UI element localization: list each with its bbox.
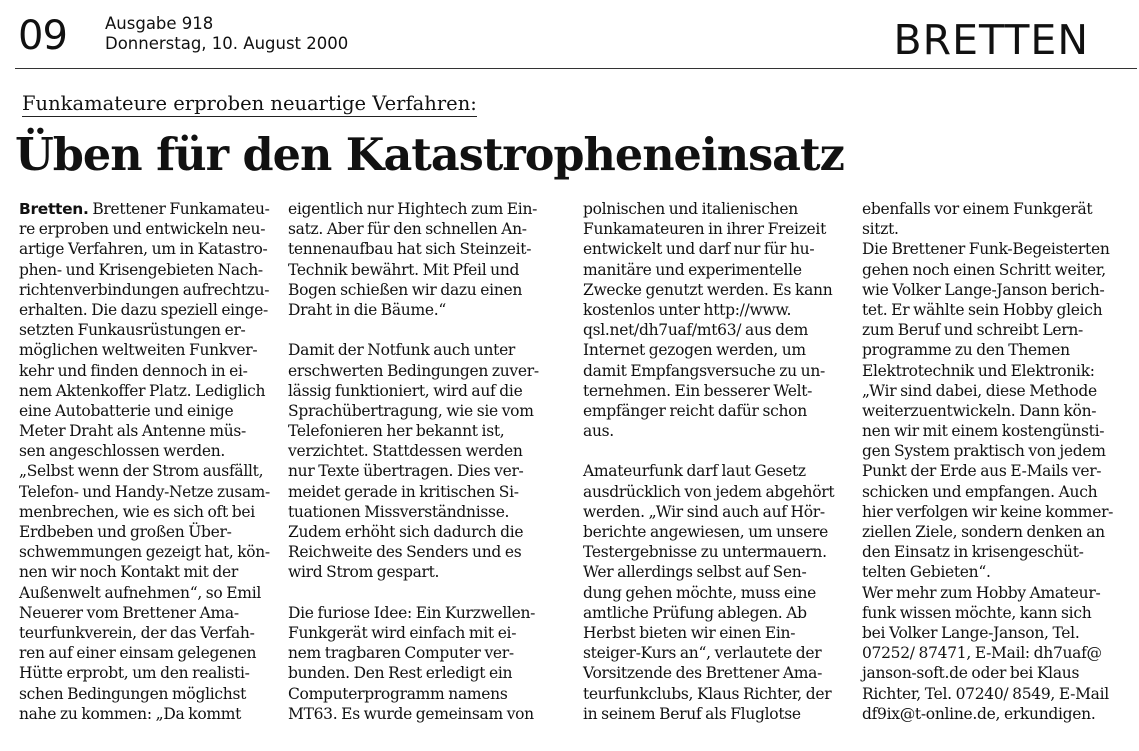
text-line: Bretten. Brettener Funkamateu- (19, 200, 270, 218)
text-line: „Selbst wenn der Strom ausfällt, (19, 462, 264, 481)
text-line: erhalten. Die dazu speziell einge- (19, 300, 268, 319)
text-line: menbrechen, wie es sich oft bei (19, 502, 255, 521)
text-line: den Einsatz in krisengeschüt- (862, 543, 1084, 562)
text-line: sen angeschlossen werden. (19, 442, 226, 461)
text-line: re erproben und entwickeln neu- (19, 220, 266, 239)
text-line: tuationen Missverständnisse. (288, 502, 510, 521)
article-column-1 (19, 199, 270, 724)
text-line: tennenaufbau hat sich Steinzeit- (288, 240, 532, 259)
text-line: aus. (583, 422, 614, 441)
text-line: Erdbeben und großen Über- (19, 523, 232, 541)
text-line: schen Bedingungen möglichst (19, 684, 247, 703)
text-line: ausdrücklich von jedem abgehört (583, 482, 835, 501)
text-line: verzichtet. Stattdessen werden (288, 442, 523, 461)
text-line: gen System praktisch von jedem (862, 442, 1106, 461)
text-line: Damit der Notfunk auch unter (288, 341, 516, 360)
text-line: lässig funktioniert, wird auf die (288, 381, 523, 400)
text-line: tet. Er wählte sein Hobby gleich (862, 300, 1103, 319)
article-column-4 (862, 199, 1132, 724)
text-line: nur Texte übertragen. Dies ver- (288, 462, 524, 481)
text-line: programme zu den Themen (862, 341, 1070, 360)
text-line: 07252/ 87471, E-Mail: dh7uaf@ (862, 644, 1102, 663)
text-line: Funkgerät wird einfach mit ei- (288, 623, 517, 642)
text-line: kostenlos unter http://www. (583, 300, 792, 319)
text-line: Neuerer vom Brettener Ama- (19, 603, 239, 622)
text-line: Zwecke genutzt werden. Es kann (583, 280, 833, 299)
text-line: qsl.net/dh7uaf/mt63/ aus dem (583, 321, 809, 340)
text-line: phen- und Krisengebieten Nach- (19, 260, 263, 279)
text-line: teurfunkverein, der das Verfah- (19, 623, 255, 642)
text-line: Telefonieren her bekannt ist, (288, 422, 505, 441)
text-line: sitzt. (862, 220, 899, 239)
text-line: Die Brettener Funk-Begeisterten (862, 240, 1110, 259)
text-line: Sprachübertragung, wie sie vom (288, 401, 534, 420)
text-line: damit Empfangsversuche zu un- (583, 361, 825, 380)
text-line: ziellen Ziele, sondern denken an (862, 523, 1105, 541)
text-line: Zudem erhöht sich dadurch die (288, 523, 524, 541)
text-line: kehr und finden dennoch in ei- (19, 361, 248, 380)
text-line: Amateurfunk darf laut Gesetz (583, 462, 806, 481)
text-line: wird Strom gespart. (288, 563, 440, 582)
issue-date: Donnerstag, 10. August 2000 (105, 34, 349, 53)
article-column-3 (583, 199, 843, 724)
text-line: Draht in die Bäume.“ (288, 300, 446, 319)
text-line: MT63. Es wurde gemeinsam von (288, 704, 534, 723)
text-line: Die furiose Idee: Ein Kurzwellen- (288, 603, 536, 622)
text-line: Technik bewährt. Mit Pfeil und (288, 260, 520, 279)
text-line: berichte angewiesen, um unsere (583, 523, 829, 541)
issue-number: Ausgabe 918 (105, 14, 214, 33)
page-number: 09 (18, 13, 67, 59)
text-line: ternehmen. Ein besserer Welt- (583, 381, 813, 400)
text-line: Vorsitzende des Brettener Ama- (583, 664, 823, 683)
text-line: telten Gebieten“. (862, 563, 991, 582)
text-line: schicken und empfangen. Auch (862, 482, 1098, 501)
text-line: Meter Draht als Antenne müs- (19, 422, 246, 441)
text-line: schwemmungen gezeigt hat, kön- (19, 543, 270, 562)
text-line: dung gehen möchte, muss eine (583, 583, 817, 602)
text-line: Testergebnisse zu untermauern. (583, 543, 827, 562)
header-rule (15, 68, 1137, 69)
text-line: möglichen weltweiten Funkver- (19, 341, 258, 360)
article-kicker: Funkamateure erproben neuartige Verfahren: (22, 92, 477, 115)
text-line: gehen noch einen Schritt weiter, (862, 260, 1106, 279)
text-line: funk wissen möchte, kann sich (862, 603, 1092, 622)
text-line: Funkamateuren in ihrer Freizeit (583, 220, 827, 239)
text-line: nem tragbaren Computer ver- (288, 644, 514, 663)
text-line: eigentlich nur Hightech zum Ein- (288, 200, 538, 218)
text-line: df9ix@t-online.de, erkundigen. (862, 704, 1096, 723)
article-headline: Üben für den Katastropheneinsatz (15, 129, 844, 181)
text-line: polnischen und italienischen (583, 200, 798, 218)
text-line: steiger-Kurs an“, verlautete der (583, 644, 822, 663)
text-line: Hütte erprobt, um den realisti- (19, 664, 250, 683)
text-line: nen wir noch Kontakt mit der (19, 563, 238, 582)
text-line: in seinem Beruf als Fluglotse (583, 704, 801, 723)
text-line: bunden. Den Rest erledigt ein (288, 664, 513, 683)
text-line: richtenverbindungen aufrechtzu- (19, 280, 270, 299)
text-line: satz. Aber für den schnellen An- (288, 220, 527, 239)
text-line: entwickelt und darf nur für hu- (583, 240, 815, 259)
text-line: wie Volker Lange-Janson berich- (862, 280, 1105, 299)
text-line: amtliche Prüfung ablegen. Ab (583, 603, 807, 622)
text-line: Reichweite des Senders und es (288, 543, 522, 562)
text-line: bei Volker Lange-Janson, Tel. (862, 623, 1080, 642)
text-line: Außenwelt aufnehmen“, so Emil (19, 583, 262, 602)
text-line: Wer allerdings selbst auf Sen- (583, 563, 807, 582)
issue-info (105, 14, 348, 54)
text-line: „Wir sind dabei, diese Methode (862, 381, 1097, 400)
text-line: nen wir mit einem kostengünsti- (862, 422, 1105, 441)
text-line: artige Verfahren, um in Katastro- (19, 240, 268, 259)
article-column-2 (288, 199, 565, 724)
text-line: zum Beruf und schreibt Lern- (862, 321, 1083, 340)
text-line: ebenfalls vor einem Funkgerät (862, 200, 1093, 218)
text-line: nahe zu kommen: „Da kommt (19, 704, 242, 723)
text-line: Herbst bieten wir einen Ein- (583, 623, 796, 642)
text-line: eine Autobatterie und einige (19, 401, 234, 420)
dateline: Bretten. (19, 200, 89, 218)
text-line: Richter, Tel. 07240/ 8549, E-Mail (862, 684, 1109, 703)
section-title: BRETTEN (893, 16, 1089, 64)
text-line: teurfunkclubs, Klaus Richter, der (583, 684, 832, 703)
text-line: Bogen schießen wir dazu einen (288, 280, 523, 299)
text-line: manitäre und experimentelle (583, 260, 802, 279)
text-line: ren auf einer einsam gelegenen (19, 644, 257, 663)
paragraph-gap (583, 441, 843, 461)
text-line: Wer mehr zum Hobby Amateur- (862, 583, 1101, 602)
text-line: janson-soft.de oder bei Klaus (862, 664, 1080, 683)
text-line: nem Aktenkoffer Platz. Lediglich (19, 381, 266, 400)
text-line: Punkt der Erde aus E-Mails ver- (862, 462, 1102, 481)
text-line: weiterzuentwickeln. Dann kön- (862, 401, 1097, 420)
text-line: setzten Funkausrüstungen er- (19, 321, 246, 340)
text-line: Internet gezogen werden, um (583, 341, 806, 360)
paragraph-gap (288, 583, 565, 603)
text-line: meidet gerade in kritischen Si- (288, 482, 519, 501)
text-line: hier verfolgen wir keine kommer- (862, 502, 1114, 521)
text-line: empfänger reicht dafür schon (583, 401, 807, 420)
text-line: Telefon- und Handy-Netze zusam- (19, 482, 270, 501)
paragraph-gap (288, 320, 565, 340)
text-line: erschwerten Bedingungen zuver- (288, 361, 539, 380)
text-line: Elektrotechnik und Elektronik: (862, 361, 1095, 380)
text-line: Computerprogramm namens (288, 684, 508, 703)
text-line: werden. „Wir sind auch auf Hör- (583, 502, 825, 521)
